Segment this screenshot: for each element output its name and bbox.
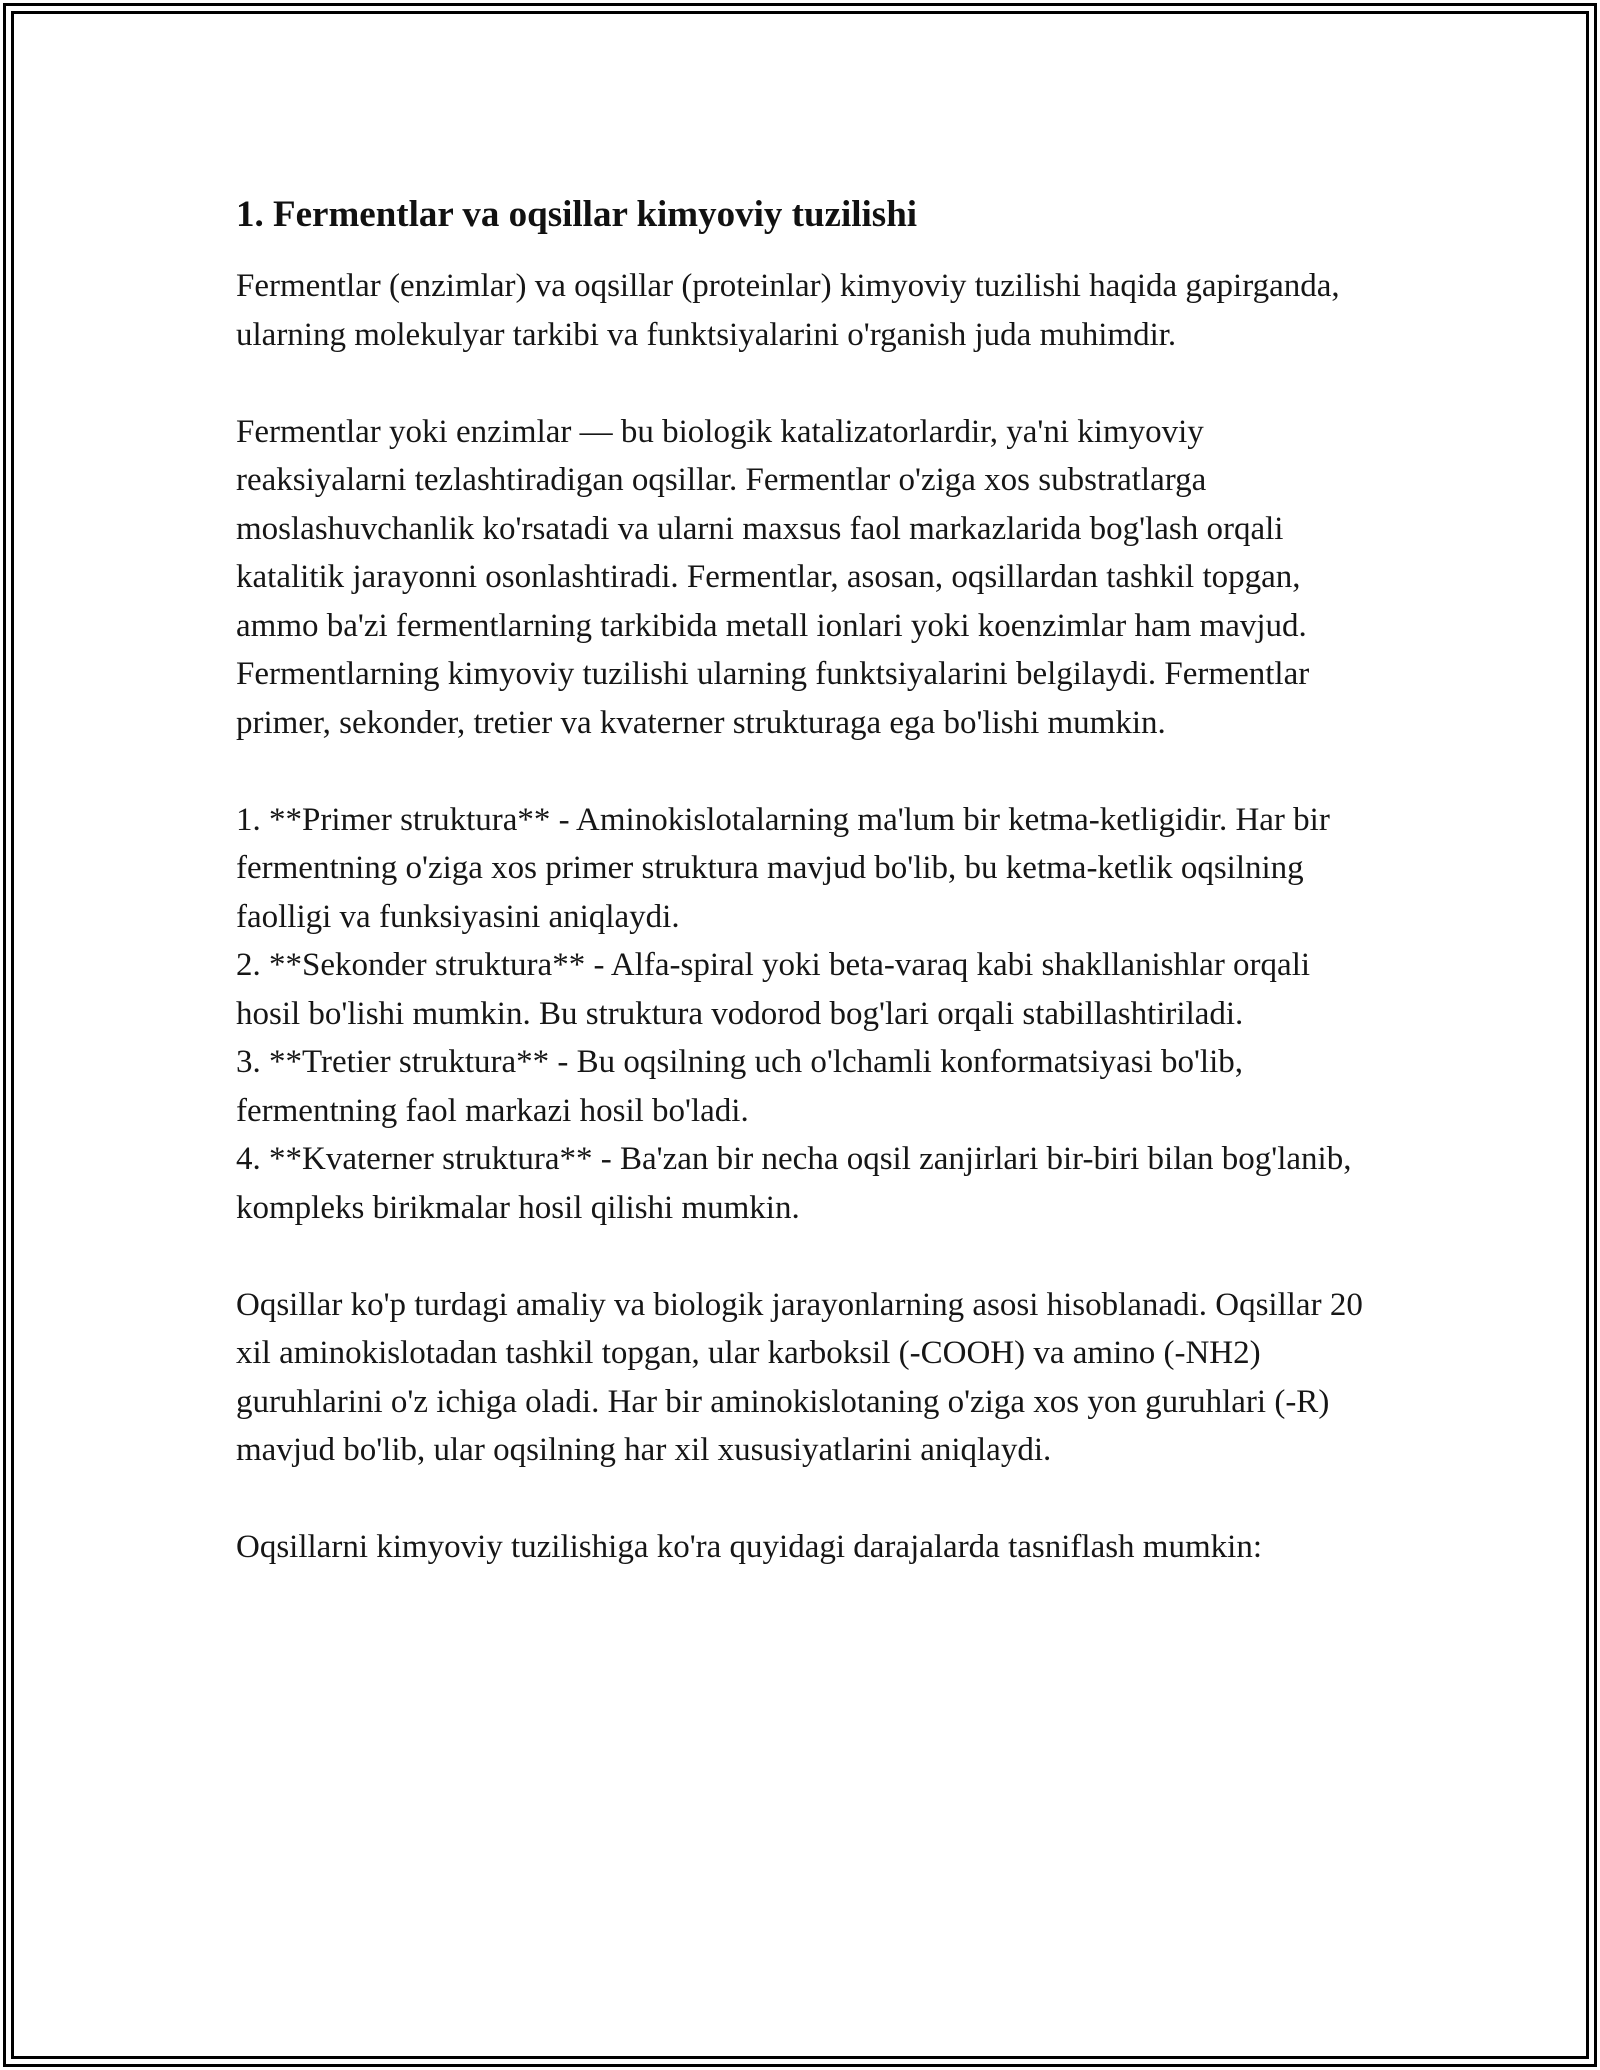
paragraph-classification: Oqsillarni kimyoviy tuzilishiga ko'ra quyidagi darajalarda tasniflash mumkin: xyxy=(236,1529,1262,1565)
list-item-tertiary-structure: 3. **Tretier struktura** - Bu oqsilning uch o'lchamli konformatsiyasi bo'lib, fermentning faol markazi hosil bo'ladi. xyxy=(236,1044,1243,1129)
list-item-primary-structure: 1. **Primer struktura** - Aminokislotalarning ma'lum bir ketma-ketligidir. Har bir fermentning o'ziga xos primer struktura mavjud bo'lib, bu ketma-ketlik oqsilning faolligi va funksiyasini aniqlaydi. xyxy=(236,801,1330,935)
structure-list xyxy=(236,796,1366,1233)
page-title: 1. Fermentlar va oqsillar kimyoviy tuzilishi xyxy=(236,194,918,235)
paragraph-proteins: Oqsillar ko'p turdagi amaliy va biologik jarayonlarning asosi hisoblanadi. Oqsillar 20 xil aminokislotadan tashkil topgan, ular karboksil (-COOH) va amino (-NH2) guruhlarini o'z ichiga oladi. Har bir aminokislotaning o'ziga xos yon guruhlari (-R) mavjud bo'lib, ular oqsilning har xil xususiyatlarini aniqlaydi. xyxy=(236,1286,1363,1468)
paragraph-intro: Fermentlar (enzimlar) va oqsillar (proteinlar) kimyoviy tuzilishi haqida gapirganda, ularning molekulyar tarkibi va funktsiyalarini o'rganish juda muhimdir. xyxy=(236,268,1340,353)
list-item-quaternary-structure: 4. **Kvaterner struktura** - Ba'zan bir necha oqsil zanjirlari bir-biri bilan bog'lanib, kompleks birikmalar hosil qilishi mumkin. xyxy=(236,1141,1352,1226)
document-body xyxy=(236,186,1366,1620)
list-item-secondary-structure: 2. **Sekonder struktura** - Alfa-spiral yoki beta-varaq kabi shakllanishlar orqali hosil bo'lishi mumkin. Bu struktura vodorod bog'lari orqali stabillashtiriladi. xyxy=(236,947,1311,1032)
paragraph-enzymes: Fermentlar yoki enzimlar — bu biologik katalizatorlardir, ya'ni kimyoviy reaksiyalarni tezlashtiradigan oqsillar. Fermentlar o'ziga xos substratlarga moslashuvchanlik ko'rsatadi va ularni maxsus faol markazlarida bog'lash orqali katalitik jarayonni osonlashtiradi. Fermentlar, asosan, oqsillardan tashkil topgan, ammo ba'zi fermentlarning tarkibida metall ionlari yoki koenzimlar ham mavjud. Fermentlarning kimyoviy tuzilishi ularning funktsiyalarini belgilaydi. Fermentlar primer, sekonder, tretier va kvaterner strukturaga ega bo'lishi mumkin. xyxy=(236,413,1310,741)
